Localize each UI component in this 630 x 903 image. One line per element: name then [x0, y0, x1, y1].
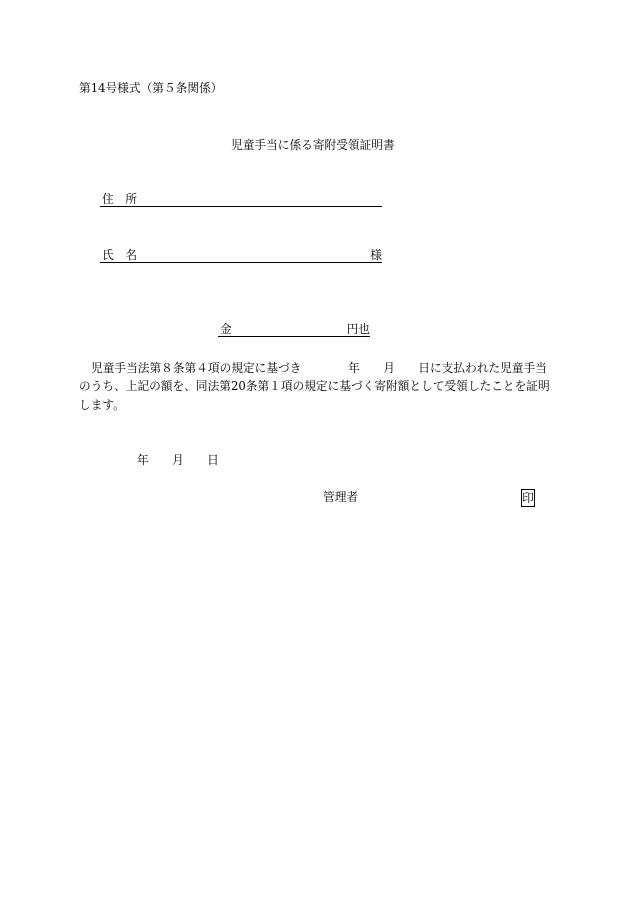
- statement-line: します。: [79, 398, 125, 412]
- form-number: 第14号様式（第５条関係）: [79, 81, 223, 95]
- amount-prefix: 金: [220, 322, 232, 336]
- name-label: 氏 名: [102, 248, 138, 262]
- name-field: [100, 249, 382, 263]
- statement-line: のうち、上記の額を、同法第20条第１項の規定に基づく寄附額として受領したことを証明: [79, 379, 550, 393]
- amount-field: [218, 322, 370, 337]
- amount-suffix: 円也: [346, 322, 370, 336]
- address-label: 住 所: [102, 192, 138, 206]
- administrator-label: 管理者: [323, 490, 359, 504]
- document-title: 児童手当に係る寄附受領証明書: [231, 138, 395, 152]
- address-field: [100, 193, 382, 207]
- name-honorific: 様: [370, 248, 382, 262]
- seal-mark: 印: [522, 491, 534, 505]
- statement-line: 児童手当法第８条第４項の規定に基づき 年 月 日に支払われた児童手当: [91, 361, 547, 375]
- issue-date: 年 月 日: [137, 453, 219, 467]
